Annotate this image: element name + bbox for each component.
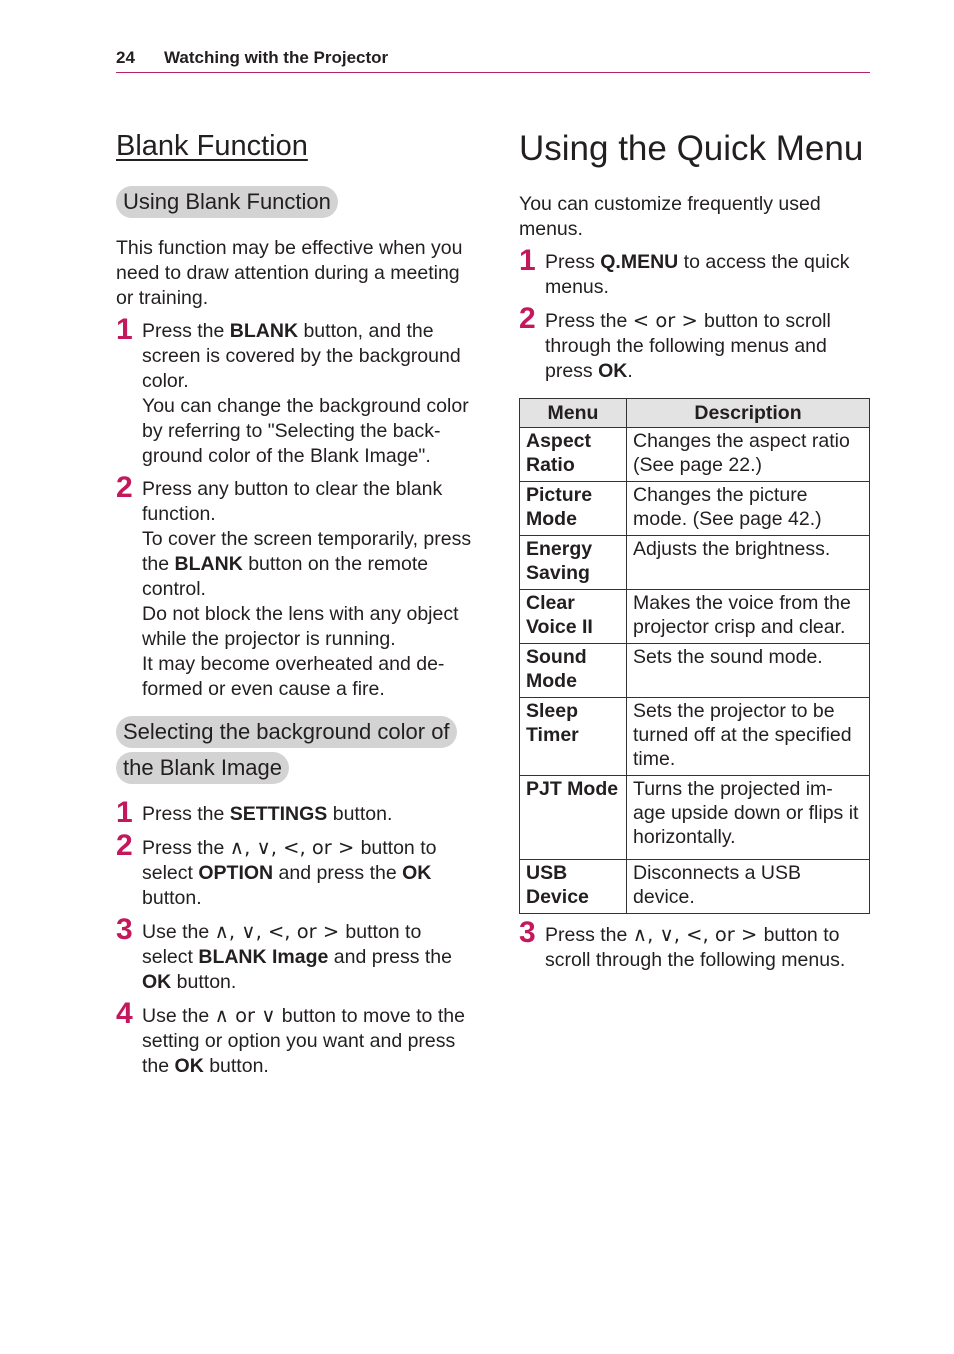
table-header-row [520, 399, 870, 428]
subheading-label: Using Blank Function [116, 186, 338, 218]
step-1: 1 Press the BLANK button, and the screen is covered by the background color. You can change the background color by referring to "Selecting the back-ground color of the Blank Image". [116, 319, 476, 469]
subheading-using-blank [116, 186, 476, 222]
section-title-blank-function: Blank Function [116, 130, 308, 162]
table-row [520, 644, 870, 698]
subheading-selecting-bg: Selecting the background color of the Blank Image [116, 716, 476, 788]
description-cell: Adjusts the brightness. [627, 536, 870, 590]
description-cell: Makes the voice from the projector crisp and clear. [627, 590, 870, 644]
description-cell: Turns the projected im-age upside down or flips it horizontally. [627, 776, 870, 860]
step-number: 2 [116, 471, 133, 504]
arrow-keys-icon: ∧, ∨, <, or > [632, 923, 764, 946]
arrow-keys-icon: < or > [632, 309, 705, 332]
intro-text: You can customize frequently used menus. [519, 193, 821, 240]
step-note: You can change the background color by referring to "Selecting the back-ground color of the Blank Image". [142, 395, 469, 467]
menu-cell: Energy Saving [520, 536, 627, 590]
table-row [520, 776, 870, 860]
left-column [116, 128, 476, 1087]
menu-cell: Sound Mode [520, 644, 627, 698]
running-title: Watching with the Projector [164, 48, 389, 67]
qm-step-3: 3 Press the ∧, ∨, <, or > button to scroll through the following menus. [519, 916, 846, 971]
menu-cell: PJT Mode [520, 776, 627, 860]
intro-text: This function may be effective when you need to draw attention during a meeting or training. [116, 237, 463, 309]
description-cell: Sets the sound mode. [627, 644, 870, 698]
table-row [520, 698, 870, 776]
table-row [520, 482, 870, 536]
description-cell: Sets the projector to be turned off at the specified time. [627, 698, 870, 776]
description-cell: Disconnects a USB device. [627, 860, 870, 914]
column-header: Menu [520, 399, 627, 428]
column-header: Description [627, 399, 870, 428]
page-title-quick-menu: Using the Quick Menu [519, 129, 864, 168]
table-row [520, 590, 870, 644]
menu-cell: Aspect Ratio [520, 428, 627, 482]
page-number: 24 [116, 48, 135, 67]
table-row [520, 860, 870, 914]
arrow-keys-icon: ∧ or ∨ [214, 1004, 282, 1027]
page-header [116, 46, 870, 73]
qm-step-1: 1 Press Q.MENU to access the quick menus. [519, 244, 850, 298]
step-2: 2 Press any button to clear the blank function. To cover the screen temporarily, press the BLANK button on the remote control. Do not block the lens with any object while the projector is running. It may become overheated and de-formed or even cause a fire. [116, 477, 476, 702]
description-cell: Changes the picture mode. (See page 42.) [627, 482, 870, 536]
menu-cell: Picture Mode [520, 482, 627, 536]
step-number: 1 [116, 313, 133, 346]
qm-step-2: 2 Press the < or > button to scroll through the following menus and press OK. [519, 302, 831, 382]
menu-cell: Sleep Timer [520, 698, 627, 776]
quick-menu-table [519, 398, 870, 914]
warning-text: It may become overheated and de-formed or even cause a fire. [142, 653, 445, 700]
right-column [519, 128, 871, 981]
bg-step-4: 4 Use the ∧ or ∨ button to move to the setting or option you want and press the OK button. [116, 997, 465, 1077]
warning-text: Do not block the lens with any object while the projector is running. [142, 603, 459, 650]
arrow-keys-icon: ∧, ∨, <, or > [214, 920, 346, 943]
bg-step-1: 1 Press the SETTINGS button. [116, 796, 393, 829]
arrow-keys-icon: ∧, ∨, <, or > [229, 836, 361, 859]
menu-cell: USB Device [520, 860, 627, 914]
bg-step-2: 2 Press the ∧, ∨, <, or > button to select OPTION and press the OK button. [116, 829, 437, 909]
menu-cell: Clear Voice II [520, 590, 627, 644]
table-row [520, 428, 870, 482]
bg-step-3: 3 Use the ∧, ∨, <, or > button to select BLANK Image and press the OK button. [116, 913, 452, 993]
description-cell: Changes the aspect ratio (See page 22.) [627, 428, 870, 482]
table-row [520, 536, 870, 590]
